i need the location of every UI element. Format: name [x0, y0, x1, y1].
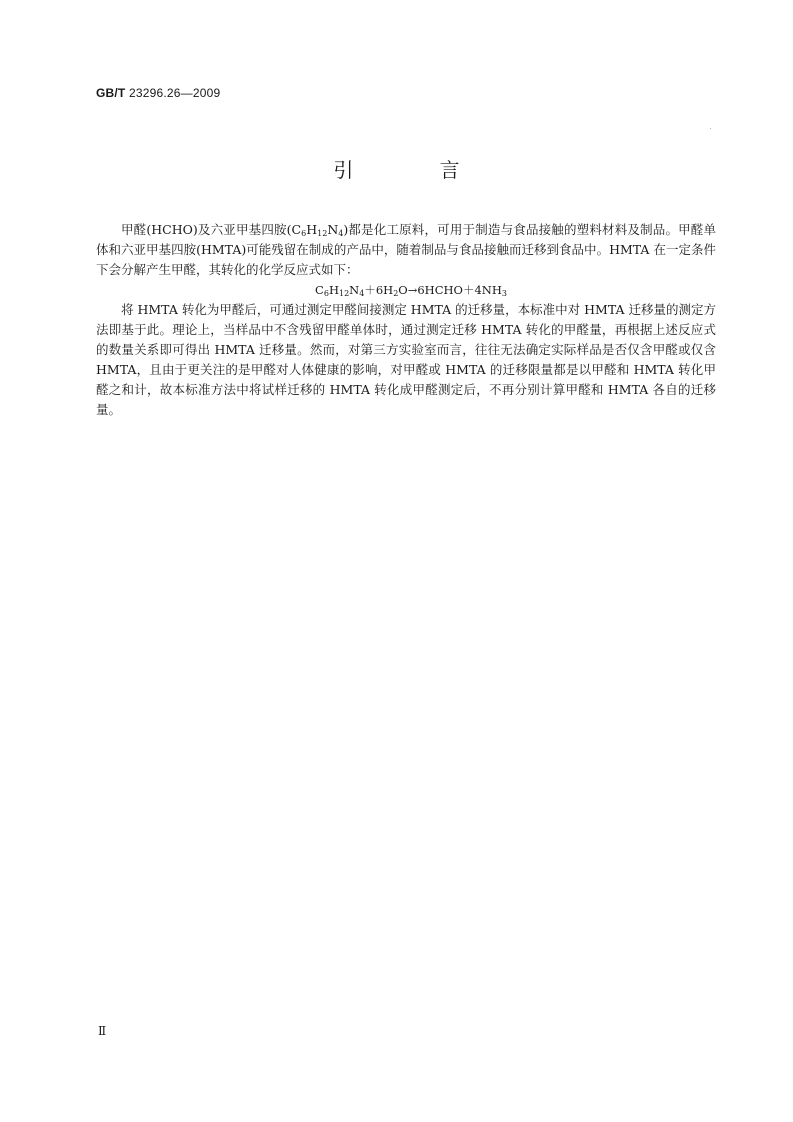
- subscript: 4: [359, 289, 365, 298]
- formula-n: N: [349, 283, 360, 297]
- subscript: 6: [323, 289, 329, 298]
- standard-code-number: 23296.26—2009: [129, 86, 221, 100]
- paragraph-intro-part1: 甲醛(HCHO)及六亚甲基四胺(C: [121, 222, 302, 237]
- paragraph-intro-part2: H: [306, 222, 318, 237]
- page-title: 引 言: [333, 158, 500, 182]
- subscript: 2: [393, 289, 399, 298]
- scan-speck: [710, 128, 711, 129]
- formula-h: H: [328, 283, 339, 297]
- formula-water: ＋6H: [364, 283, 394, 297]
- subscript: 6: [301, 229, 307, 238]
- page-number: Ⅱ: [98, 1024, 107, 1038]
- formula-c: C: [315, 283, 324, 297]
- standard-code-prefix: GB/T: [96, 86, 126, 100]
- subscript: 12: [317, 229, 328, 238]
- standard-code: [96, 86, 220, 100]
- chemical-equation: [96, 280, 716, 300]
- paragraph-method: 将 HMTA 转化为甲醛后，可通过测定甲醛间接测定 HMTA 的迁移量，本标准中对 HMTA 迁移量的测定方法即基于此。理论上，当样品中不含残留甲醛单体时，通过测定迁移 HMTA 转化的甲醛量，再根据上述反应式的数量关系即可得出 HMTA 迁移量。然而，对第三方实验室而言，往往无法确定实际样品是否仅含甲醛或仅含 HMTA，且由于更关注的是甲醛对人体健康的影响，对甲醛或 HMTA 的迁移限量都是以甲醛和 HMTA 转化甲醛之和计，故本标准方法中将试样迁移的 HMTA 转化成甲醛测定后，不再分别计算甲醛和 HMTA 各自的迁移量。: [96, 302, 716, 417]
- subscript: 12: [338, 289, 350, 298]
- paragraph-intro-part3: N: [327, 222, 339, 237]
- paragraph-intro-part4: )都是化工原料，可用于制造与食品接触的塑料材料及制品。甲醛单体和六亚甲基四胺(HMTA)可能残留在制成的产品中，随着制品与食品接触而迁移到食品中。HMTA 在一定条件下会分解产生甲醛，其转化的化学反应式如下：: [96, 222, 716, 277]
- paragraph-intro: [96, 220, 716, 280]
- subscript: 4: [338, 229, 344, 238]
- formula-products: O→6HCHO＋4NH: [398, 283, 502, 297]
- document-body: [96, 220, 716, 420]
- subscript: 3: [501, 289, 507, 298]
